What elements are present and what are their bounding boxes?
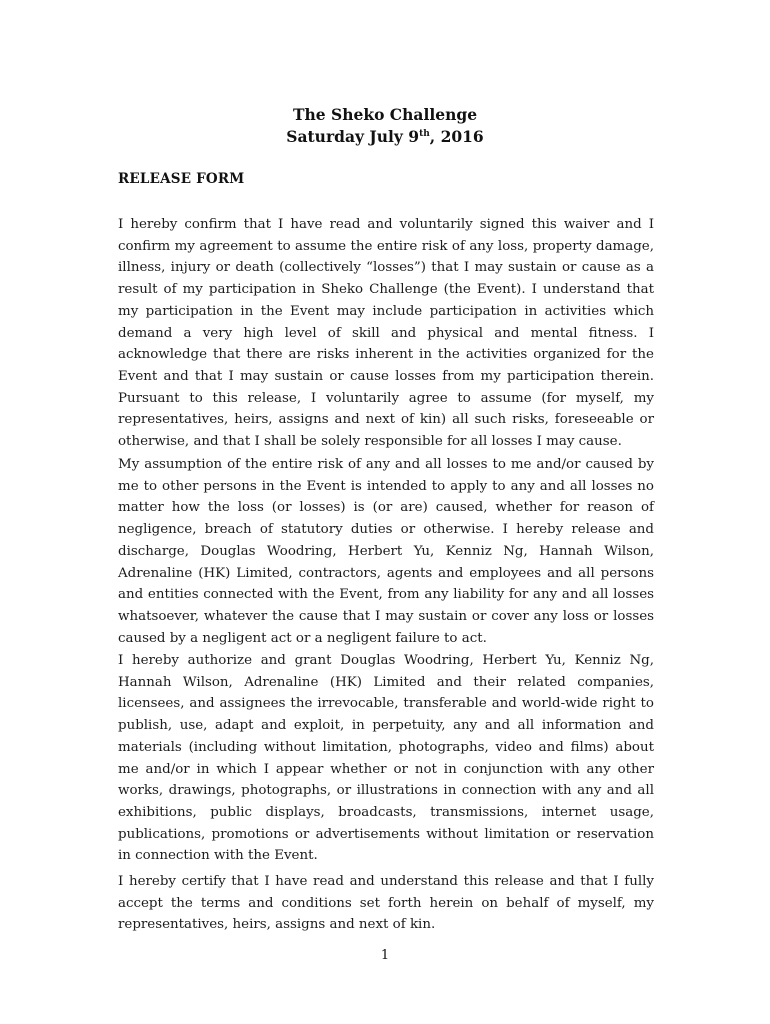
paragraph-assumption-of-risk: My assumption of the entire risk of any and all losses to me and/or caused by me to other persons in the Event is intended to apply to any and all losses no matter how the loss (or losses) is (or are) caused, whether for reason of negligence, breach of statutory duties or otherwise. I hereby release and discharge, Douglas Woodring, Herbert Yu, Kenniz Ng, Hannah Wilson, Adrenaline (HK) Limited, contractors, agents and employees and all persons and entities connected with the Event, from any liability for any and all losses whatsoever, whatever the cause that I may sustain or cover any loss or losses caused by a negligent act or a negligent failure to act. bbox=[118, 457, 654, 646]
event-name: The Sheko Challenge bbox=[292, 105, 478, 124]
paragraph-certification: I hereby certify that I have read and understand this release and that I fully accept the terms and conditions set forth herein on behalf of myself, my representatives, heirs, assigns and next of kin. bbox=[118, 874, 654, 933]
paragraph-confirmation: I hereby confirm that I have read and voluntarily signed this waiver and I confirm my agreement to assume the entire risk of any loss, property damage, illness, injury or death (collectively “losses”) that I may sustain or cause as a result of my participation in Sheko Challenge (the Event). I understand that my participation in the Event may include participation in activities which demand a very high level of skill and physical and mental fitness. I acknowledge that there are risks inherent in the activities organized for the Event and that I may sustain or cause losses from my participation therein. Pursuant to this release, I voluntarily agree to assume (for myself, my representatives, heirs, assigns and next of kin) all such risks, foreseeable or otherwise, and that I shall be solely responsible for all losses I may cause. bbox=[118, 217, 654, 450]
form-heading: RELEASE FORM bbox=[118, 171, 245, 187]
document-title bbox=[0, 104, 770, 148]
event-date-year: , 2016 bbox=[429, 127, 484, 146]
event-date bbox=[0, 126, 770, 148]
event-date-main: Saturday July 9 bbox=[286, 127, 420, 146]
paragraph-media-authorization: I hereby authorize and grant Douglas Woodring, Herbert Yu, Kenniz Ng, Hannah Wilson, Adrenaline (HK) Limited and their related companies, licensees, and assignees the irrevocable, transferable and world-wide right to publish, use, adapt and exploit, in perpetuity, any and all information and materials (including without limitation, photographs, video and films) about me and/or in which I appear whether or not in conjunction with any other works, drawings, photographs, or illustrations in connection with any and all exhibitions, public displays, broadcasts, transmissions, internet usage, publications, promotions or advertisements without limitation or reservation in connection with the Event. bbox=[118, 653, 654, 864]
page-number: 1 bbox=[380, 948, 390, 963]
event-date-ordinal: th bbox=[419, 128, 430, 139]
